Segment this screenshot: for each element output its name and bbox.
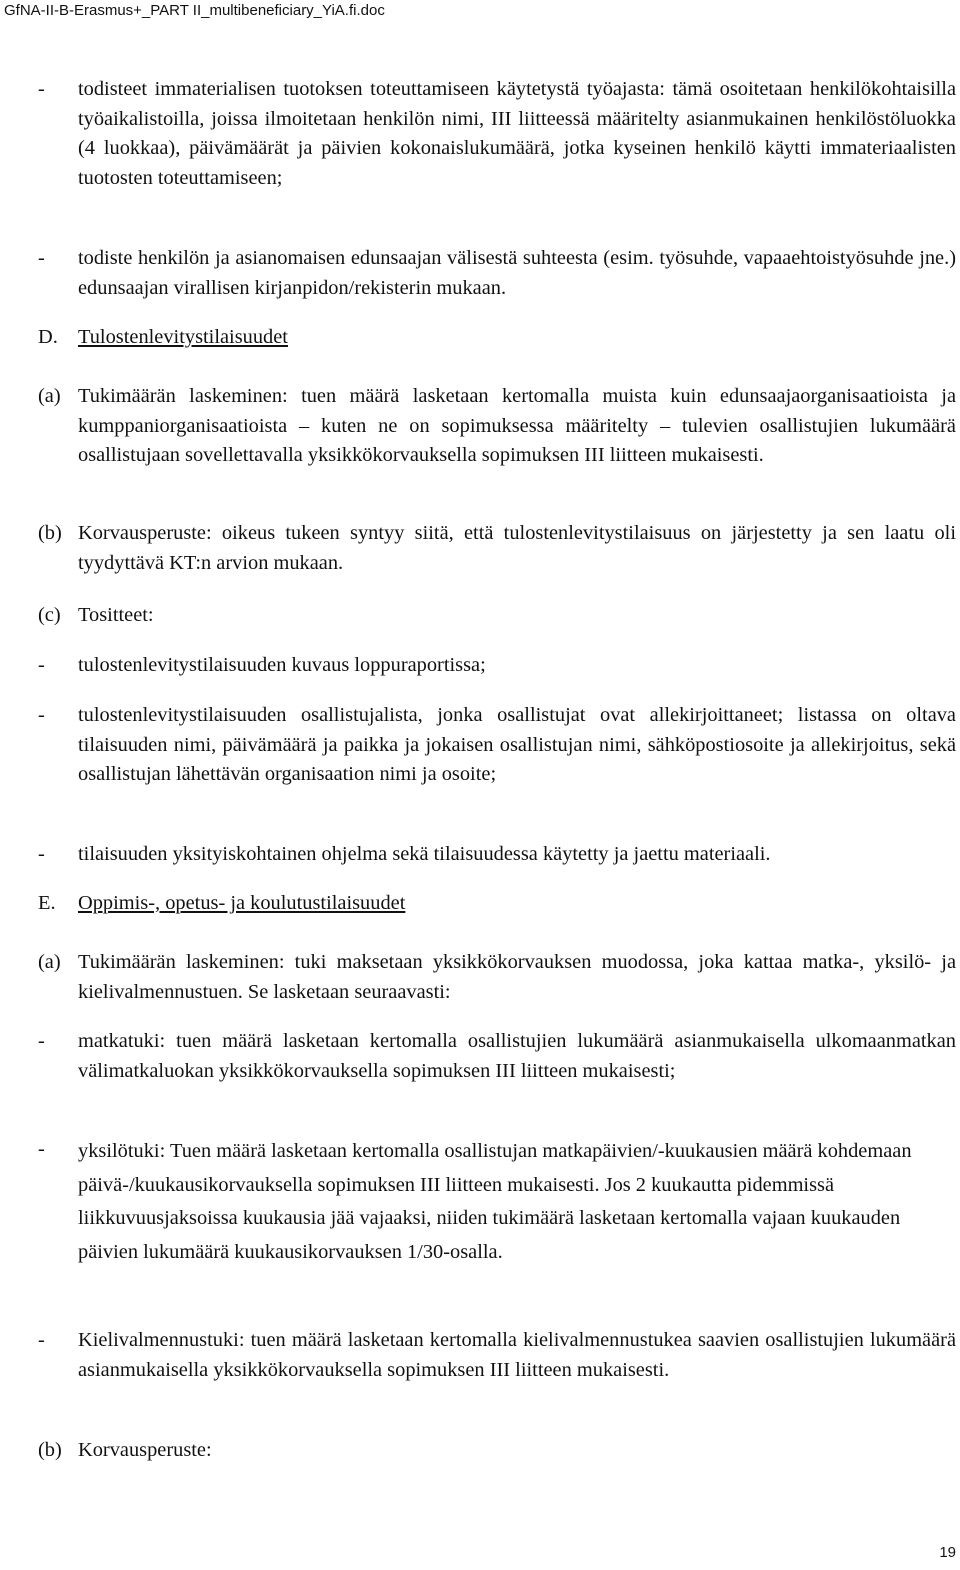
- list-marker: -: [38, 654, 45, 676]
- list-marker: -: [38, 1138, 45, 1160]
- list-item: [38, 519, 956, 578]
- list-marker: (c): [38, 604, 61, 626]
- list-text: tilaisuuden yksityiskohtainen ohjelma sekä tilaisuudessa käytetty ja jaettu materiaali.: [78, 843, 771, 865]
- list-item: [38, 701, 956, 790]
- list-marker: -: [38, 704, 45, 726]
- list-text: todisteet immaterialisen tuotoksen toteuttamiseen käytetystä työajasta: tämä osoitetaan henkilökohtaisilla työaikalistoilla, joissa ilmoitetaan henkilön nimi, III liitteessä määritelty asianmukainen henkilöstöluokka (4 luokkaa), päivämäärät ja päivien kokonaislukumäärä, jotka kyseinen henkilö käytti immateriaalisten tuotosten toteuttamiseen;: [78, 78, 956, 189]
- section-title: Oppimis-, opetus- ja koulutustilaisuudet: [78, 892, 406, 914]
- list-marker: (b): [38, 1439, 62, 1461]
- list-item: [38, 601, 956, 631]
- list-item: [38, 651, 956, 681]
- section-letter: E.: [38, 892, 56, 914]
- list-text: Korvausperuste: oikeus tukeen syntyy siitä, että tulostenlevitystilaisuus on järjestetty ja sen laatu oli tyydyttävä KT:n arvion mukaan.: [78, 522, 956, 574]
- page-number: 19: [939, 1544, 956, 1561]
- list-marker: -: [38, 843, 45, 865]
- list-text: Tositteet:: [78, 604, 154, 626]
- list-marker: (a): [38, 385, 61, 407]
- section-letter: D.: [38, 326, 58, 348]
- list-text: yksilötuki: Tuen määrä lasketaan kertomalla osallistujan matkapäivien/-kuukausien määrä kohdemaan päivä-/kuukausikorvauksella sopimuksen III liitteen mukaisesti. Jos 2 kuukautta pidemmissä liikkuvuusjaksoissa kuukausia jää vajaaksi, niiden tukimäärä lasketaan kertomalla vajaan kuukauden päivien lukumäärä kuukausikorvauksen 1/30-osalla.: [78, 1140, 912, 1263]
- list-text: matkatuki: tuen määrä lasketaan kertomalla osallistujien lukumäärä asianmukaisella ulkomaanmatkan välimatkaluokan yksikkökorvauksella sopimuksen III liitteen mukaisesti;: [78, 1030, 956, 1082]
- list-item: [38, 75, 956, 193]
- list-item: [38, 1436, 956, 1466]
- list-marker: -: [38, 78, 45, 100]
- list-text: tulostenlevitystilaisuuden kuvaus loppuraportissa;: [78, 654, 486, 676]
- list-item: [38, 1326, 956, 1385]
- list-item: [38, 1027, 956, 1086]
- list-item: [38, 382, 956, 471]
- list-marker: -: [38, 1030, 45, 1052]
- list-marker: -: [38, 1329, 45, 1351]
- section-heading-d: [38, 323, 956, 353]
- list-marker: (a): [38, 951, 61, 973]
- list-item: [38, 244, 956, 303]
- list-item: [38, 948, 956, 1007]
- list-marker: -: [38, 247, 45, 269]
- list-text: Kielivalmennustuki: tuen määrä lasketaan kertomalla kielivalmennustukea saavien osallistujien lukumäärä asianmukaisella yksikkökorvauksella sopimuksen III liitteen mukaisesti.: [78, 1329, 956, 1381]
- list-item: [38, 1135, 956, 1269]
- list-text: todiste henkilön ja asianomaisen edunsaajan välisestä suhteesta (esim. työsuhde, vapaaehtoistyösuhde jne.) edunsaajan virallisen kirjanpidon/rekisterin mukaan.: [78, 247, 956, 299]
- list-text: tulostenlevitystilaisuuden osallistujalista, jonka osallistujat ovat allekirjoittaneet; listassa on oltava tilaisuuden nimi, päivämäärä ja paikka ja jokaisen osallistujan nimi, sähköpostiosoite ja allekirjoitus, sekä osallistujan lähettävän organisaation nimi ja osoite;: [78, 704, 956, 786]
- list-marker: (b): [38, 522, 62, 544]
- list-item: [38, 840, 956, 870]
- document-filename: GfNA-II-B-Erasmus+_PART II_multibeneficiary_YiA.fi.doc: [4, 2, 385, 19]
- list-text: Tukimäärän laskeminen: tuen määrä lasketaan kertomalla muista kuin edunsaajaorganisaatioista ja kumppaniorganisaatioista – kuten ne on sopimuksessa määritelty – tulevien osallistujien lukumäärä osallistujaan sovellettavalla yksikkökorvauksella sopimuksen III liitteen mukaisesti.: [78, 385, 956, 467]
- section-title: Tulostenlevitystilaisuudet: [78, 326, 288, 348]
- list-text: Tukimäärän laskeminen: tuki maksetaan yksikkökorvauksen muodossa, joka kattaa matka-, yksilö- ja kielivalmennustuen. Se lasketaan seuraavasti:: [78, 951, 956, 1003]
- list-text: Korvausperuste:: [78, 1439, 212, 1461]
- section-heading-e: [38, 889, 956, 919]
